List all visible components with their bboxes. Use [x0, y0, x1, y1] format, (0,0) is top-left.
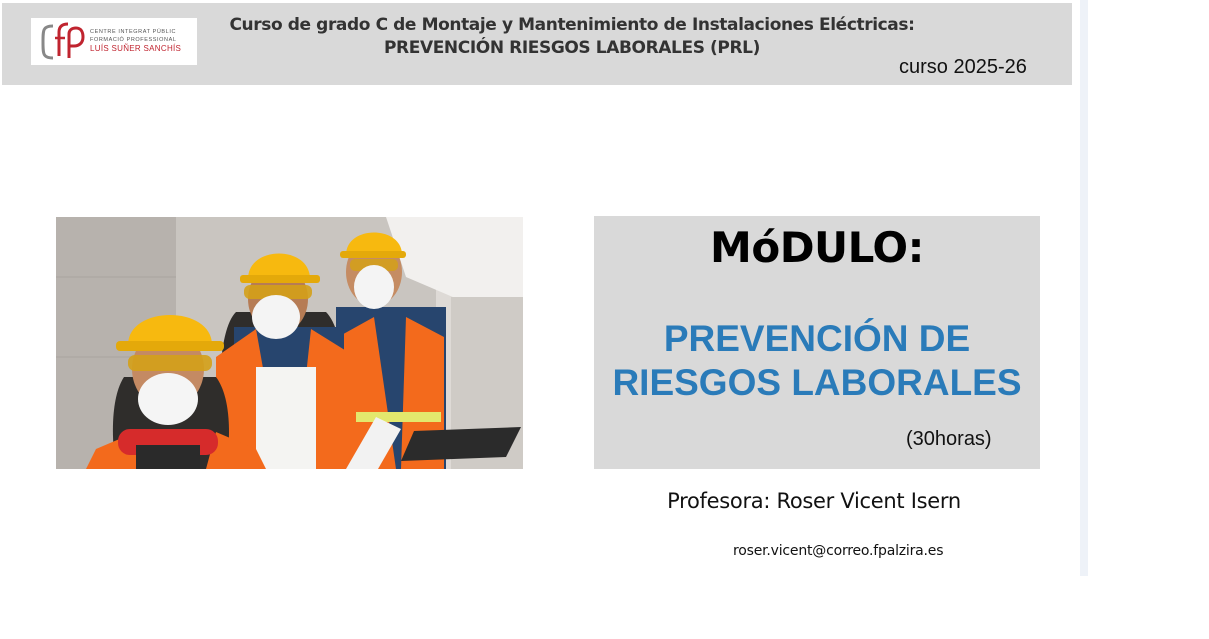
workers-photo [56, 217, 523, 469]
module-name [594, 317, 1040, 405]
header-title-line-2: PREVENCIÓN RIESGOS LABORALES (PRL) [384, 38, 760, 58]
header-banner [2, 3, 1072, 85]
workers-illustration [56, 217, 523, 469]
teacher-email[interactable]: roser.vicent@correo.fpalzira.es [733, 543, 944, 559]
module-name-line-2: RIESGOS LABORALES [612, 362, 1022, 403]
course-year: curso 2025-26 [899, 56, 1027, 78]
module-label: MóDULO: [710, 223, 924, 272]
module-name-line-1: PREVENCIÓN DE [663, 318, 971, 359]
school-logo [31, 18, 197, 65]
logo-line-1: CENTRE INTEGRAT PÚBLIC [90, 29, 177, 35]
cfp-logo-icon [31, 18, 91, 65]
logo-line-2: FORMACIÓ PROFESSIONAL [90, 37, 177, 43]
module-hours: (30horas) [906, 428, 992, 450]
header-title [212, 14, 932, 60]
module-panel [594, 216, 1040, 469]
logo-line-3: LUÍS SUÑER SANCHÍS [90, 44, 182, 53]
scroll-rail[interactable] [1080, 0, 1088, 576]
teacher-name: Profesora: Roser Vicent Isern [667, 489, 961, 513]
header-title-line-1: Curso de grado C de Montaje y Mantenimiento de Instalaciones Eléctricas: [229, 15, 915, 35]
